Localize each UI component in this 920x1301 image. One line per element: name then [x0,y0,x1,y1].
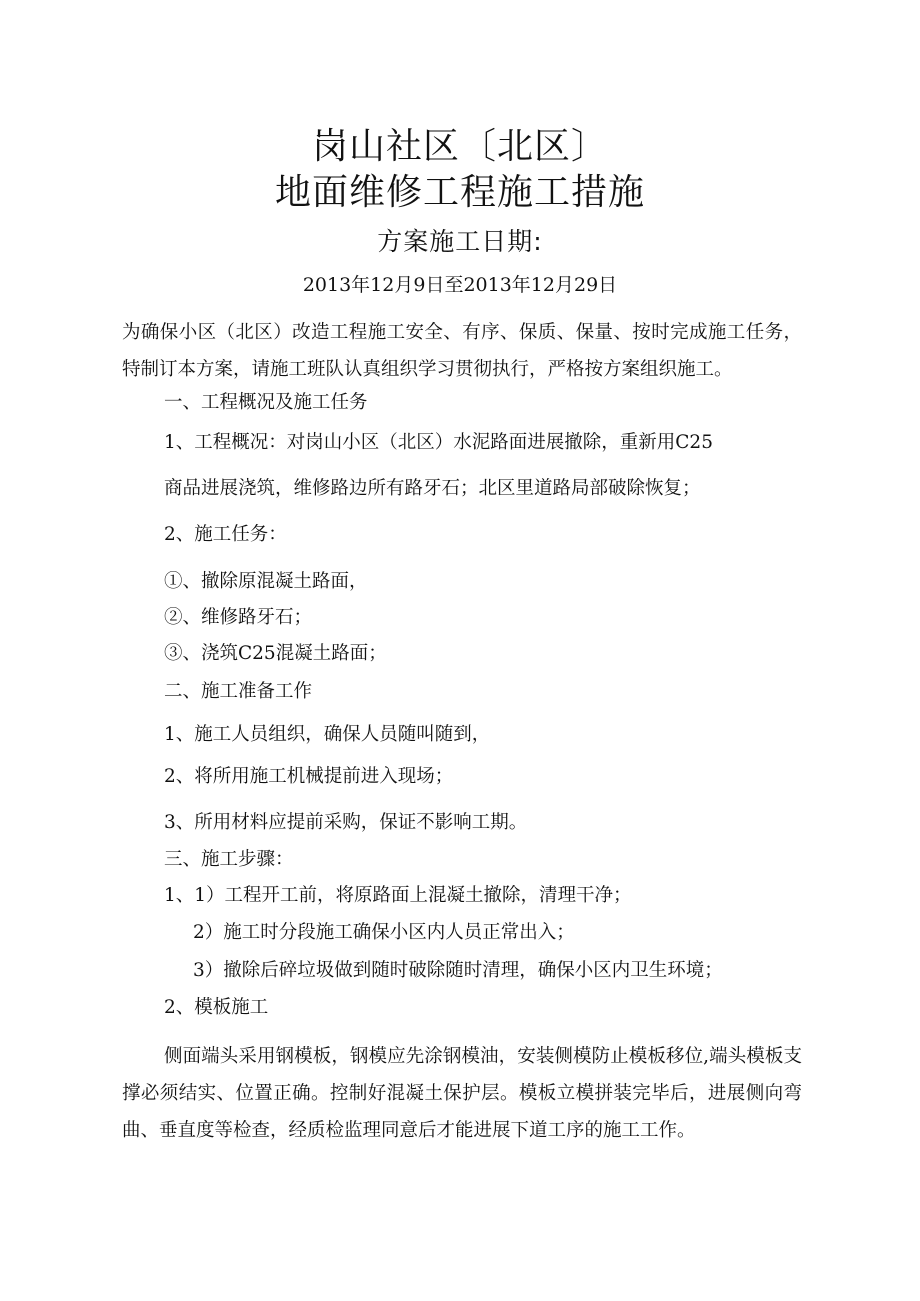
section-2-item-2: 2、将所用施工机械提前进入现场； [164,766,454,787]
section-1-item-1-line-1: 1、工程概况：对岗山小区（北区）水泥路面进展撤除，重新用C25 [164,432,713,453]
title-line-2: 地面维修工程施工措施 [274,172,645,213]
section-1-task-3: ③、浇筑C25混凝土路面； [164,643,387,664]
title-line-1: 岗山社区〔北区〕 [311,126,608,167]
section-1-task-2: ②、维修路牙石； [164,607,313,628]
section-3-step-2: 2）施工时分段施工确保小区内人员正常出入； [193,922,575,943]
section-2-heading: 二、施工准备工作 [164,681,313,702]
date-range: 2013年12月9日至2013年12月29日 [302,274,618,296]
section-1-heading: 一、工程概况及施工任务 [164,392,368,413]
section-1-item-2-heading: 2、施工任务： [164,524,287,545]
intro-paragraph: 为确保小区（北区）改造工程施工安全、有序、保质、保量、按时完成施工任务，特制订本方案，请施工班队认真组织学习贯彻执行，严格按方案组织施工。 [122,322,802,380]
section-2-item-3: 3、所用材料应提前采购，保证不影响工期。 [164,812,528,833]
section-3-step-1: 1、1）工程开工前，将原路面上混凝土撤除，清理干净； [164,885,632,906]
section-3-item-2-body: 侧面端头采用钢模板，钢模应先涂钢模油，安装侧模防止模板移位,端头模板支撑必须结实、位置正确。控制好混凝土保护层。模板立模拼装完毕后，进展侧向弯曲、垂直度等检查，经质检监理同意后才能进展下道工序的施工工作。 [122,1046,802,1141]
section-1-item-1-line-2: 商品进展浇筑，维修路边所有路牙石；北区里道路局部破除恢复； [164,478,701,499]
section-1-task-1: ①、撤除原混凝土路面， [164,571,368,592]
section-3-heading: 三、施工步骤： [164,849,294,870]
section-3-step-3: 3）撤除后碎垃圾做到随时破除随时清理，确保小区内卫生环境； [193,960,723,981]
section-2-item-1: 1、施工人员组织，确保人员随叫随到， [164,724,491,745]
section-3-item-2-heading: 2、模板施工 [164,997,269,1018]
subtitle-schedule: 方案施工日期: [377,227,543,256]
